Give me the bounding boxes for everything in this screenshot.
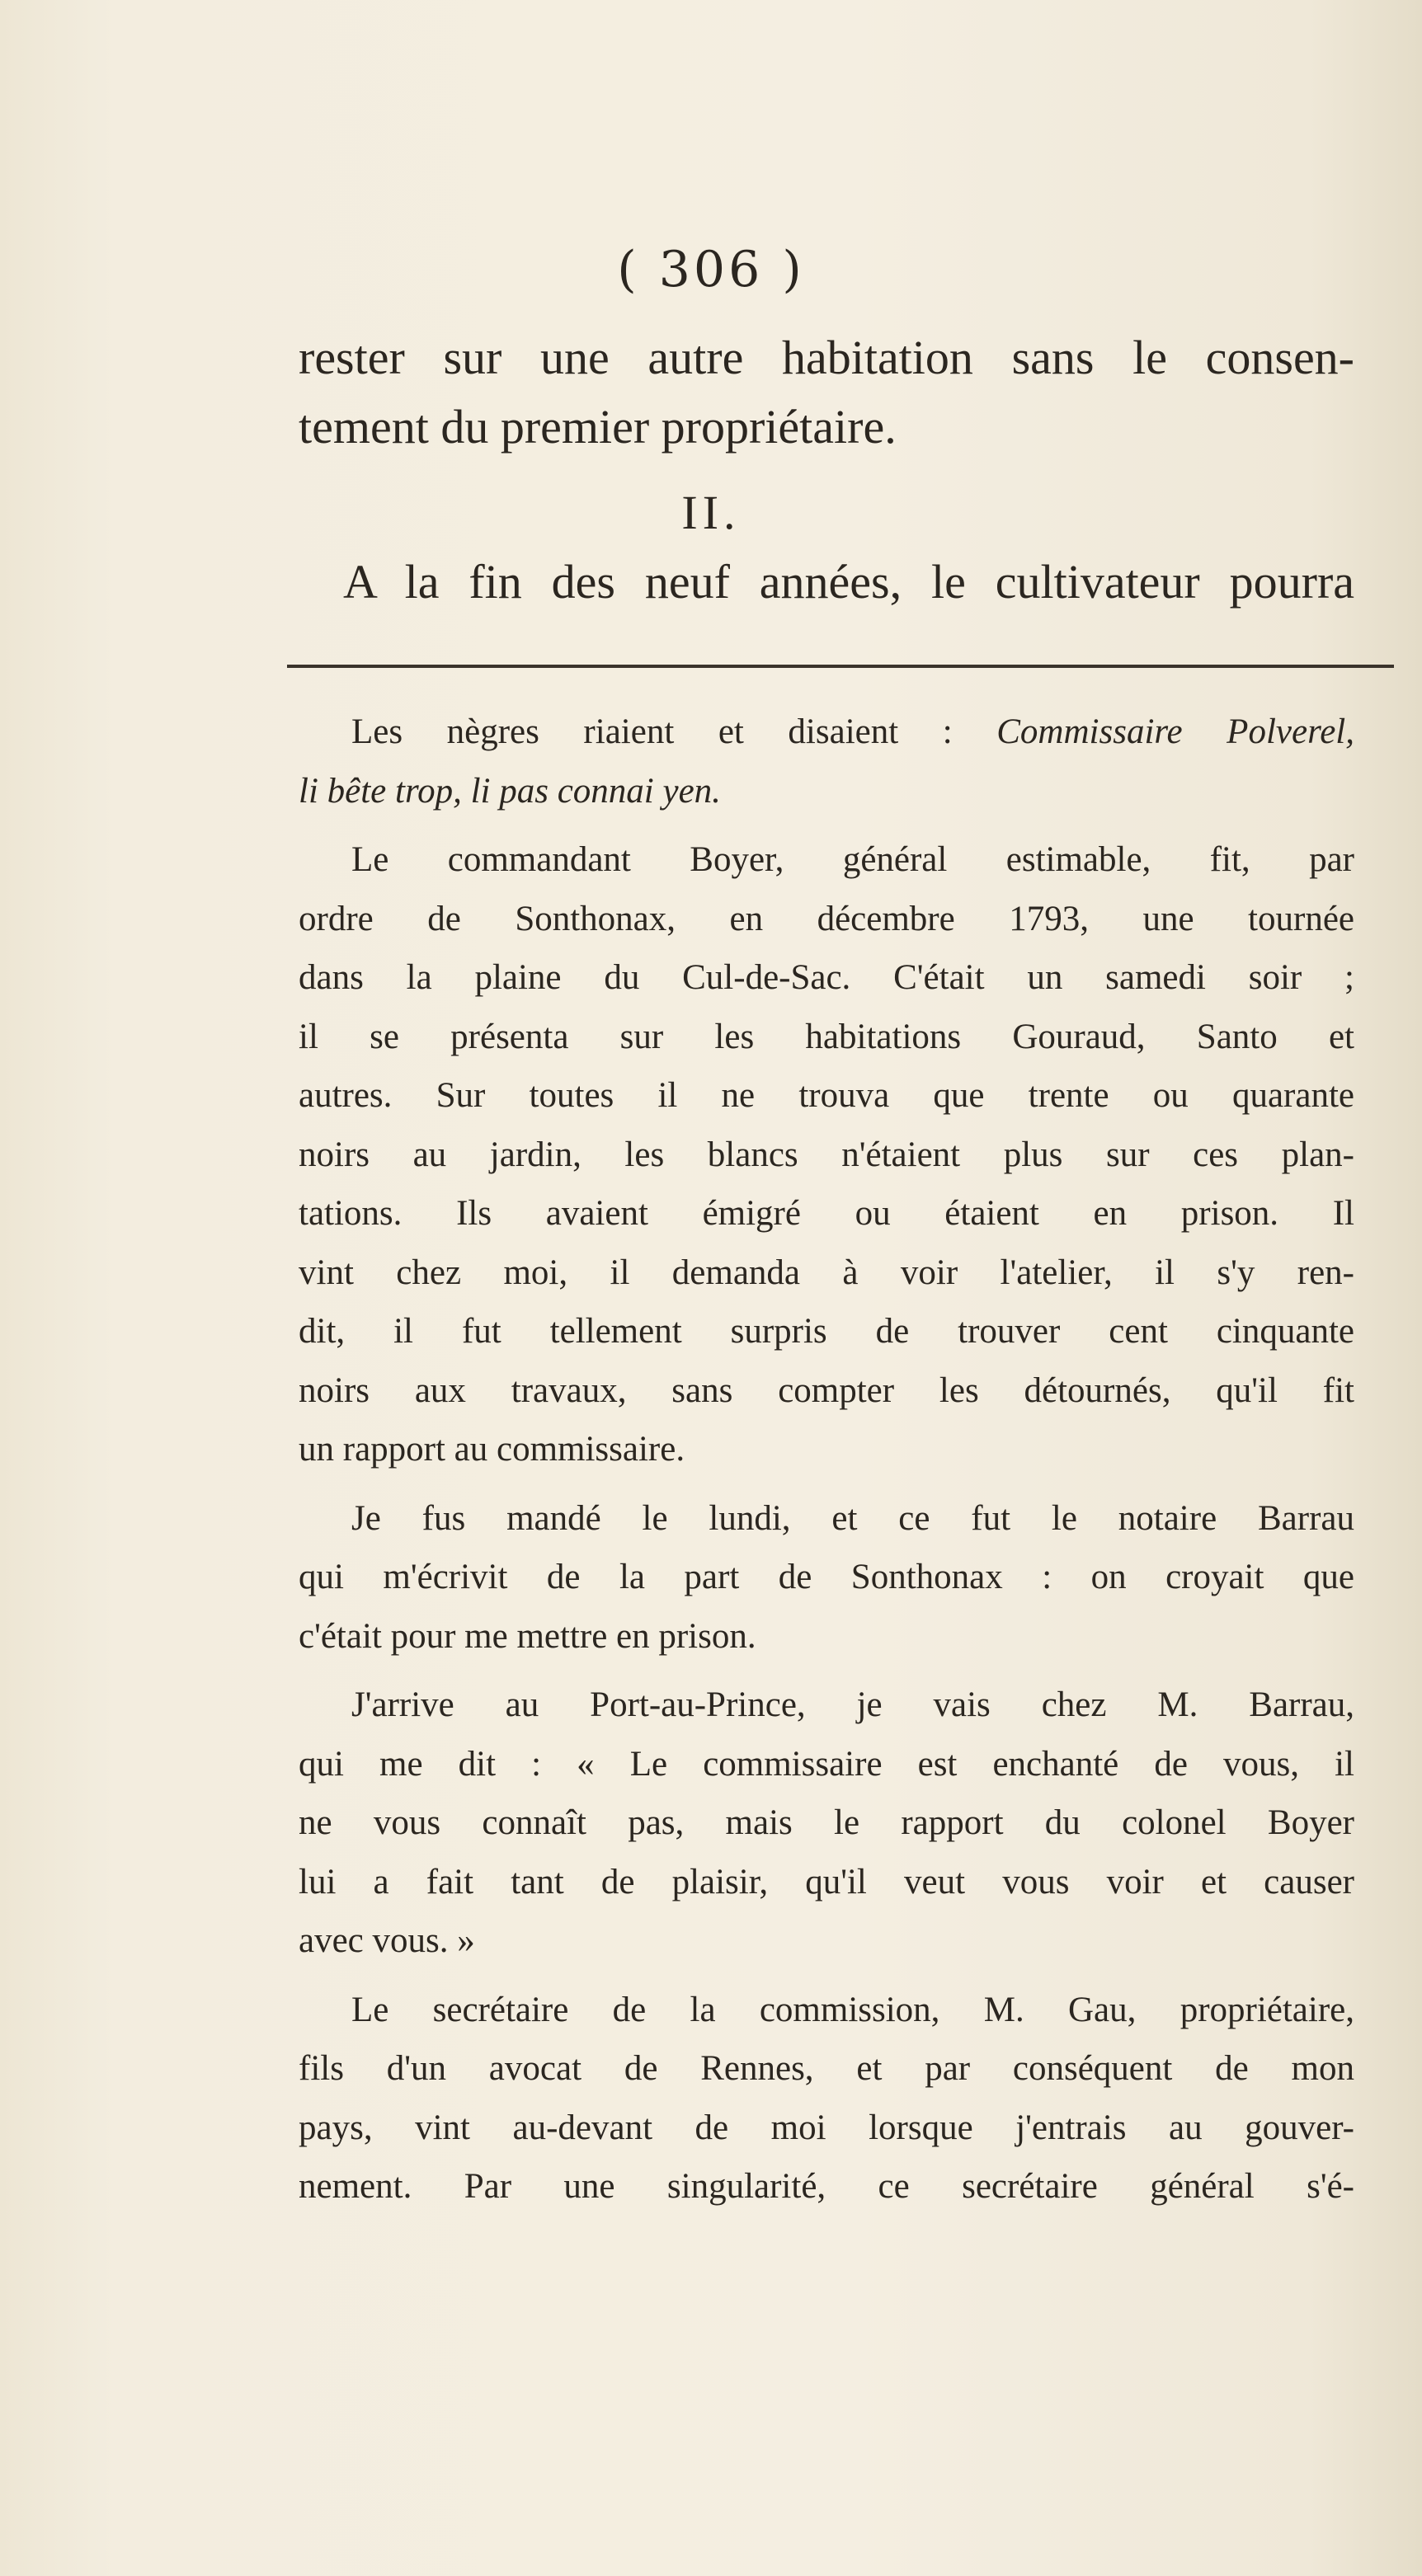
footnote-line: autres. Sur toutes il ne trouva que trente ou quarante [299,1076,1354,1115]
main-text-line: rester sur une autre habitation sans le consen- [299,331,1354,384]
footnote-line: J'arrive au Port-au-Prince, je vais chez M. Barrau, [351,1685,1354,1724]
footnote-line: fils d'un avocat de Rennes, et par conséquent de mon [299,2049,1354,2088]
footnote-paragraph [299,1676,1354,1971]
footnote-quote: Commissaire Polverel, [996,712,1354,751]
footnote-quote-intro: Les nègres riaient et disaient : [351,712,997,751]
main-text-line: tement du premier propriétaire. [299,400,897,454]
footnote-line: un rapport au commissaire. [299,1430,685,1469]
footnote-line [299,703,1354,762]
footnote [299,703,1354,2226]
footnote-divider [287,665,1394,668]
footnote-line: qui me dit : « Le commissaire est enchanté de vous, il [299,1744,1354,1784]
footnote-line: lui a fait tant de plaisir, qu'il veut vous voir et causer [299,1862,1354,1901]
main-text [299,323,1354,462]
footnote-line: nement. Par une singularité, ce secrétaire général s'é- [299,2167,1354,2206]
footnote-line: qui m'écrivit de la part de Sonthonax : on croyait que [299,1558,1354,1596]
footnote-line: noirs aux travaux, sans compter les détournés, qu'il fit [299,1370,1354,1410]
footnote-line: dit, il fut tellement surpris de trouver cent cinquante [299,1312,1354,1351]
footnote-paragraph [299,1489,1354,1666]
footnote-line: dans la plaine du Cul-de-Sac. C'était un samedi soir ; [299,958,1354,997]
article-number: II. [681,486,741,539]
footnote-line: Le secrétaire de la commission, M. Gau, propriétaire, [351,1990,1354,2029]
footnote-line: il se présenta sur les habitations Gouraud, Santo et [299,1017,1354,1056]
footnote-line: noirs au jardin, les blancs n'étaient plus sur ces plan- [299,1135,1354,1174]
footnote-line: Je fus mandé le lundi, et ce fut le notaire Barrau [351,1498,1354,1538]
footnote-paragraph [299,1981,1354,2216]
footnote-line: ne vous connaît pas, mais le rapport du colonel Boyer [299,1803,1354,1842]
page-number: ( 306 ) [617,241,805,298]
footnote-quote: li bête trop, li pas connai yen. [299,771,721,811]
article-text: A la fin des neuf années, le cultivateur pourra [343,555,1354,609]
footnote-line: Le commandant Boyer, général estimable, fit, par [351,840,1354,879]
footnote-line: avec vous. » [299,1921,475,1960]
footnote-line: pays, vint au-devant de moi lorsque j'entrais au gouver- [299,2108,1354,2147]
footnote-line: ordre de Sonthonax, en décembre 1793, une tournée [299,899,1354,938]
footnote-line: tations. Ils avaient émigré ou étaient en prison. Il [299,1194,1354,1233]
footnote-line: vint chez moi, il demanda à voir l'atelier, il s'y ren- [299,1253,1354,1292]
footnote-paragraph [299,703,1354,820]
footnote-line: c'était pour me mettre en prison. [299,1616,756,1656]
footnote-line [299,762,1354,821]
footnote-paragraph [299,830,1354,1479]
